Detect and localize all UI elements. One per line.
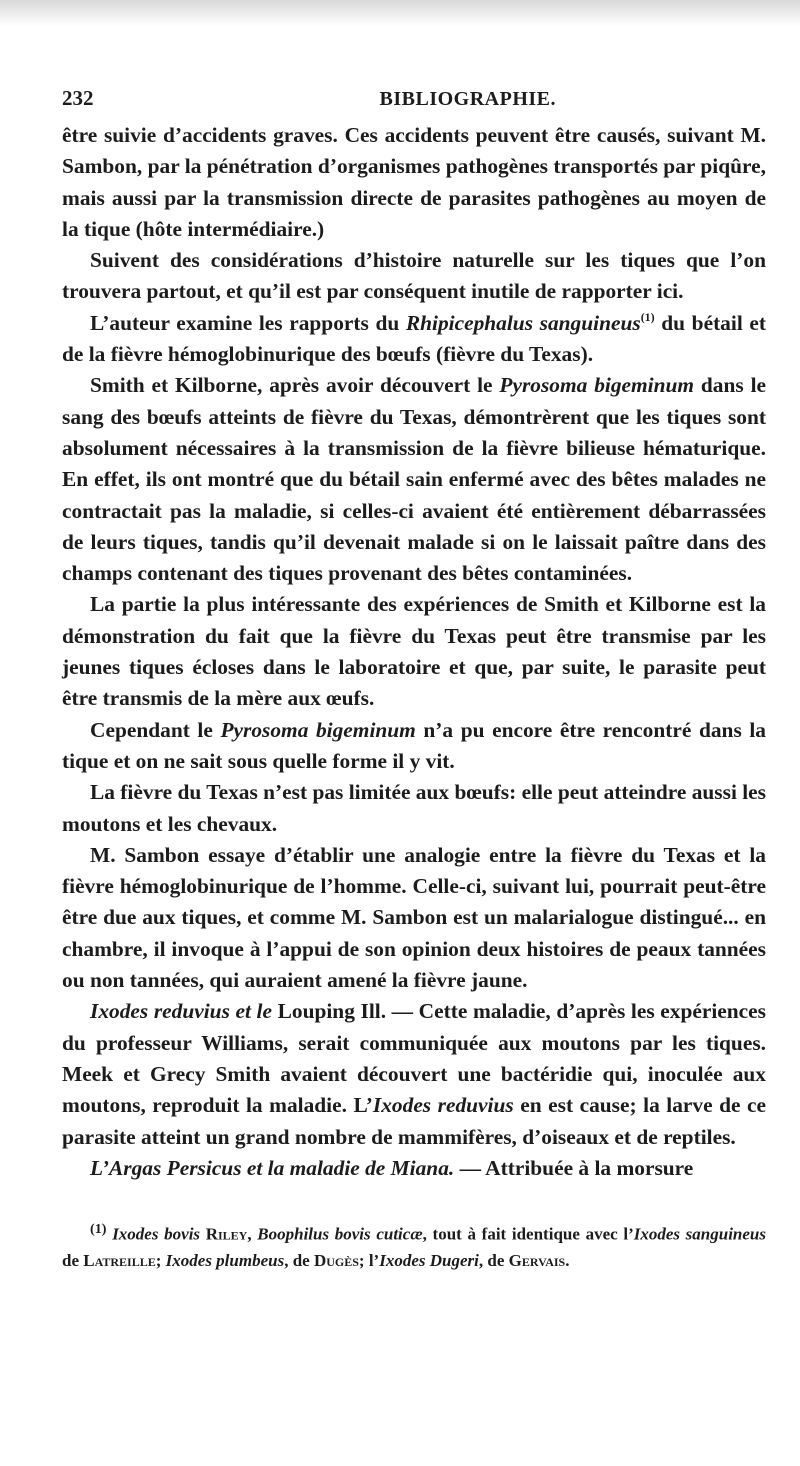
footnote-author-1: Riley	[205, 1224, 248, 1244]
paragraph-6	[62, 715, 766, 778]
footnote-reference: (1)	[640, 309, 655, 324]
paragraph-4	[62, 370, 766, 589]
footnote-species-4: Ixodes plumbeus	[165, 1250, 285, 1270]
paragraph-3-text-b: du bétail et de la fièvre hémoglobinurique des bœufs (fièvre du Texas).	[62, 310, 766, 367]
footnote-text-2: , tout à fait identique avec l’	[422, 1224, 634, 1244]
paragraph-8: M. Sambon essaye d’établir une analogie entre la fièvre du Texas et la fièvre hémoglobinurique de l’homme. Celle-ci, suivant lui, pourrait peut-être être due aux tiques, et comme M. Sambon est un malarialogue distingué... en chambre, il invoque à l’appui de son opinion deux histoires de peaux tannées ou non tannées, qui auraient amené la fièvre jaune.	[62, 842, 766, 993]
book-page	[62, 86, 766, 1274]
running-title: BIBLIOGRAPHIE.	[379, 88, 556, 110]
footnote-author-3: Dugès	[313, 1250, 359, 1270]
page-number: 232	[62, 86, 94, 110]
species-name-pyrosoma-2: Pyrosoma bigeminum	[220, 717, 416, 742]
footnote-text-7: , de	[478, 1250, 509, 1270]
paragraph-10	[62, 1153, 766, 1184]
footnote-mark: (1)	[90, 1221, 107, 1238]
footnote-text-4: ;	[155, 1250, 166, 1270]
species-name-ixodes-reduvius: Ixodes reduvius	[372, 1093, 514, 1118]
footnote-author-4: Gervais	[508, 1250, 566, 1270]
paragraph-4-text-a: Smith et Kilborne, après avoir découvert le	[90, 373, 500, 398]
footnote-text-3: de	[62, 1250, 84, 1270]
footnote-text-5: , de	[284, 1250, 314, 1270]
paragraph-9	[62, 996, 766, 1152]
paragraph-4-text-b: dans le sang des bœufs atteints de fièvre du Texas, démontrèrent que les tiques sont absolument nécessaires à la transmission de la fièvre bilieuse hématurique. En effet, ils ont montré que du bétail sain enfermé avec des bêtes malades ne contractait pas la maladie, si celles-ci avaient été entièrement débarrassées de leurs tiques, tandis qu’il devenait malade si on le laissait paître dans des champs contenant des tiques provenant des bêtes contaminées.	[62, 373, 767, 586]
footnote-1	[62, 1216, 766, 1274]
paragraph-5: La partie la plus intéressante des expériences de Smith et Kilborne est la démonstration du fait que la fièvre du Texas peut être transmise par les jeunes tiques écloses dans le laboratoire et que, par suite, le parasite peut être transmis de la mère aux œufs.	[62, 592, 766, 711]
footnote-text-1: ,	[247, 1224, 258, 1244]
scan-top-shadow	[0, 0, 800, 26]
paragraph-6-text-b: n’a pu encore être rencontré dans la tique et on ne sait sous quelle forme il y vit.	[62, 717, 766, 773]
section-title-argas-persicus: L’Argas Persicus et la maladie de Miana.	[90, 1155, 455, 1180]
paragraph-1: être suivie d’accidents graves. Ces accidents peuvent être causés, suivant M. Sambon, par la pénétration d’organismes pathogènes transportés par piqûre, mais aussi par la transmission directe de parasites pathogènes au moyen de la tique (hôte intermédiaire.)	[62, 123, 766, 241]
page-header	[62, 86, 766, 116]
paragraph-7: La fièvre du Texas n’est pas limitée aux bœufs: elle peut atteindre aussi les moutons et les chevaux.	[62, 780, 766, 836]
footnotes	[62, 1216, 766, 1274]
paragraph-2: Suivent des considérations d’histoire naturelle sur les tiques que l’on trouvera partout, et qu’il est par conséquent inutile de rapporter ici.	[62, 248, 766, 304]
species-name-pyrosoma: Pyrosoma bigeminum	[499, 373, 695, 398]
footnote-species-2: Boophilus bovis cuticæ	[257, 1224, 423, 1244]
paragraph-3	[62, 308, 766, 371]
footnote-species-5: Ixodes Dugeri	[379, 1250, 479, 1270]
paragraph-6-text-a: Cependant le	[90, 717, 221, 742]
footnote-species-1: Ixodes bovis	[106, 1224, 206, 1244]
footnote-text-8: .	[565, 1250, 570, 1270]
footnote-author-2: Latreille	[83, 1250, 156, 1270]
paragraph-3-text-a: L’auteur examine les rapports du	[90, 310, 406, 335]
paragraph-9-text-a: Louping Ill. — Cette maladie, d’après les expériences du professeur Williams, serait communiquée aux moutons par les tiques. Meek et Grecy Smith avaient découvert une bactéridie qui, inoculée aux moutons, reproduit la maladie. L’	[62, 999, 766, 1118]
section-title-ixodes-reduvius: Ixodes reduvius et le	[90, 999, 272, 1024]
paragraph-10-text-a: — Attribuée à la morsure	[454, 1155, 694, 1180]
species-name-rhipicephalus: Rhipicephalus sanguineus	[405, 310, 641, 335]
paragraph-9-text-b: en est cause; la larve de ce parasite atteint un grand nombre de mammifères, d’oiseaux et de reptiles.	[62, 1093, 766, 1149]
footnote-species-3: Ixodes sanguineus	[633, 1224, 767, 1244]
body-text	[62, 120, 766, 1184]
footnote-text-6: ; l’	[358, 1250, 380, 1270]
